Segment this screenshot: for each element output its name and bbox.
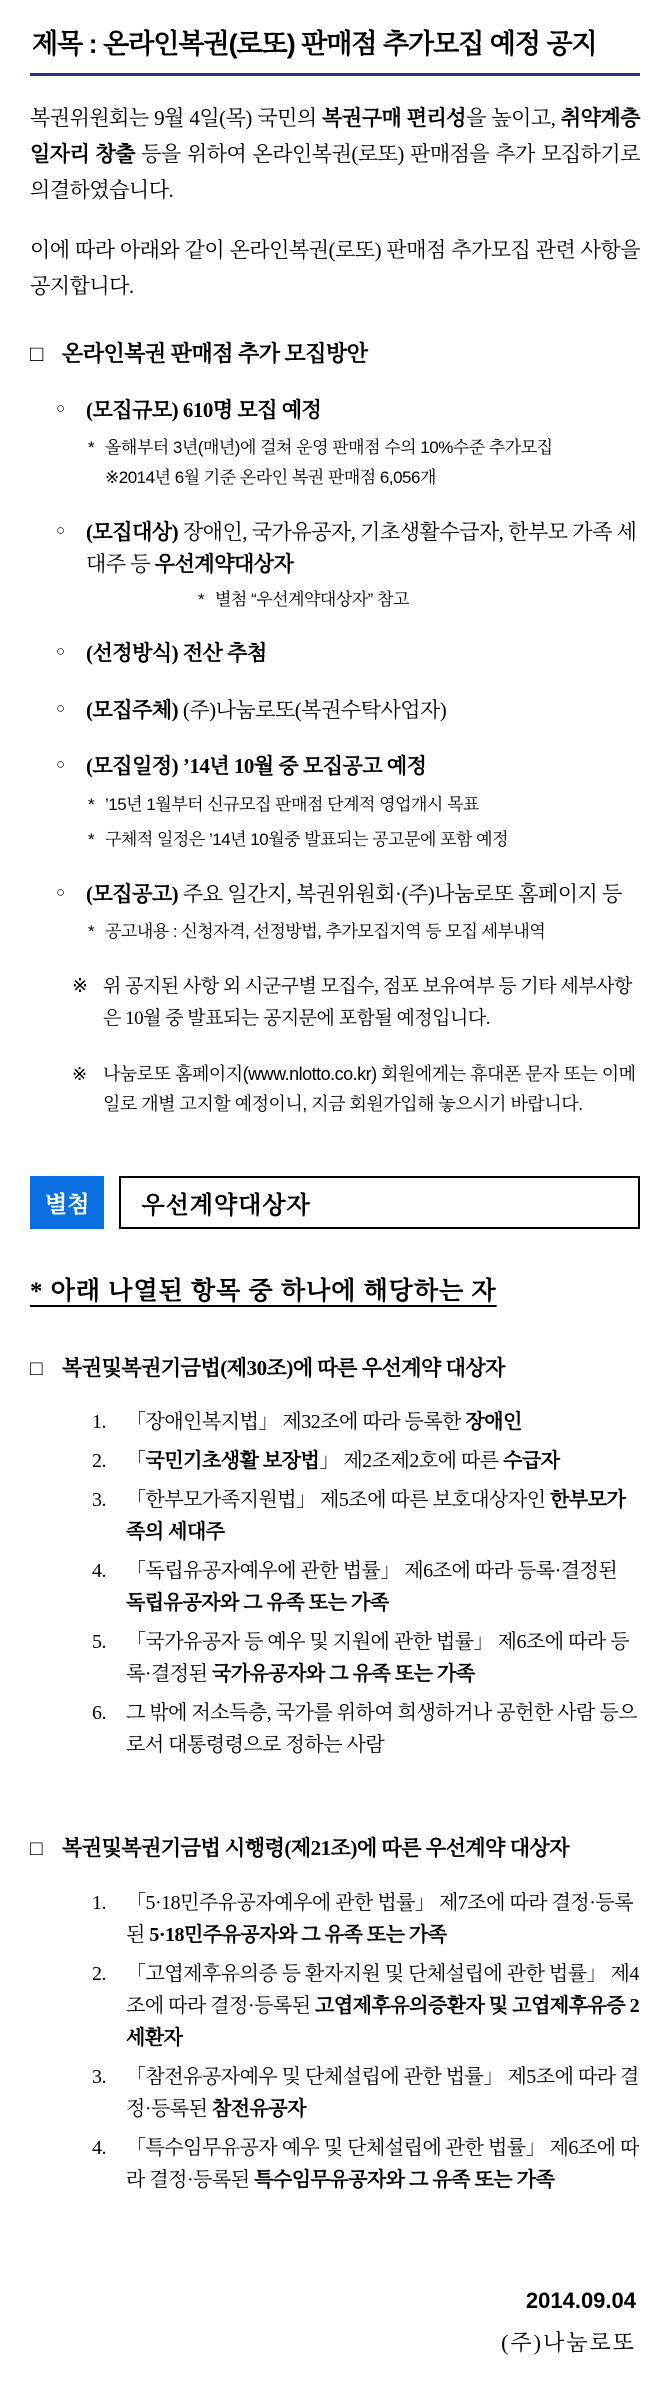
- text-segment: 복권구매 편리성: [322, 106, 467, 130]
- item-number: 2.: [92, 1962, 106, 1985]
- text-segment: 국가유공자와 그 유족 또는 가족: [211, 1663, 475, 1685]
- text-segment: 「국가유공자 등 예우 및 지원에 관한 법률」 제6조에 따라 등록·결정된: [126, 1631, 630, 1685]
- item-text: [126, 1406, 640, 1438]
- text-segment: 특수임무유공자와 그 유족 또는 가족: [254, 2168, 555, 2191]
- list-marker: *: [88, 794, 95, 814]
- text-segment: 「: [126, 1450, 146, 1472]
- section-header-recruit-plan: [30, 337, 640, 370]
- item-number: 1.: [92, 1891, 106, 1914]
- doc-date: 2014.09.04: [525, 2287, 636, 2313]
- list-marker: ○: [56, 757, 65, 774]
- page-title: 제목 : 온라인복권(로또) 판매점 추가모집 예정 공지: [30, 18, 640, 76]
- intro-paragraph: [30, 100, 640, 208]
- law-list-item: [30, 1697, 640, 1761]
- text-segment: 「특수임무유공자 예우 및 단체설립에 관한 법률」 제6조에 따라 결정·등록된: [126, 2136, 639, 2191]
- text-segment: 「참전유공자예우 및 단체설립에 관한 법률」 제5조에 따라 결정·등록된: [126, 2065, 639, 2120]
- law-list-item: [30, 1626, 640, 1690]
- list-marker: ○: [56, 644, 65, 661]
- row-text: [62, 337, 640, 370]
- text-segment: (주)나눔로또(복권수탁사업자): [182, 697, 447, 722]
- law-section-header: [30, 1353, 640, 1385]
- law-list-item: [30, 1406, 640, 1438]
- text-segment: 복권위원회는 9월 4일(목) 국민의: [30, 106, 323, 130]
- row-text: [105, 827, 640, 853]
- text-segment: 나눔로또 홈페이지(www.nlotto.co.kr) 회원에게는 휴대폰 문자 또는 이메일로 개별 고지할 예정이니, 지금 회원가입해 놓으시기 바랍니다.: [103, 1064, 636, 1114]
- item-text: [126, 2061, 640, 2125]
- text-segment: 취약계층 일자리 창출: [30, 106, 640, 167]
- text-segment: 수급자: [503, 1450, 560, 1472]
- law-list-item: [30, 1484, 640, 1548]
- row-text: [103, 971, 640, 1034]
- list-marker: ※: [72, 976, 88, 998]
- text-segment: (선정방식) 전산 추첨: [86, 641, 267, 666]
- list-marker: *: [88, 438, 95, 458]
- text-segment: 올해부터 3년(매년)에 걸쳐 운영 판매점 수의 10%수준 추가모집: [105, 438, 553, 458]
- text-segment: (모집대상): [86, 519, 183, 544]
- text-segment: 우선계약대상자: [154, 552, 294, 577]
- row-text: [86, 750, 640, 783]
- law-section-title: 복권및복권기금법 시행령(제21조)에 따른 우선계약 대상자: [62, 1836, 570, 1860]
- item-text: [126, 1958, 640, 2054]
- list-marker: □: [30, 1355, 43, 1380]
- note-membership: [30, 1060, 640, 1119]
- list-marker: *: [88, 830, 95, 850]
- law-list-item: [30, 1887, 640, 1951]
- attachment-header: [30, 1176, 640, 1229]
- row-text: [86, 516, 640, 581]
- text-segment: 장애인, 국가유공자, 기초생활수급자, 한부모 가족 세대주 등: [86, 519, 637, 577]
- text-segment: 그 밖에 저소득층, 국가를 위하여 희생하거나 공헌한 사람 등으로서 대통령령으로 정하는 사람: [126, 1702, 637, 1756]
- law-item-list: [30, 1887, 640, 2196]
- attachment-subtitle: * 아래 나열된 항목 중 하나에 해당하는 자: [30, 1277, 497, 1305]
- item-text: [126, 1626, 640, 1690]
- law-section: [30, 1833, 640, 2196]
- row-text: [105, 465, 640, 491]
- list-marker: *: [198, 589, 205, 609]
- item-number: 3.: [92, 2065, 106, 2088]
- item-number: 4.: [92, 2136, 106, 2159]
- text-segment: 공고내용 : 신청자격, 선정방법, 추가모집지역 등 모집 세부내역: [105, 922, 546, 942]
- note-attachment-ref: [30, 587, 640, 613]
- text-segment: 「한부모가족지원법」 제5조에 따른 보호대상자인: [126, 1489, 551, 1511]
- note-store-count: [30, 465, 640, 491]
- item-number: 1.: [92, 1411, 106, 1433]
- item-text: [126, 1484, 640, 1548]
- text-segment: 온라인복권 판매점 추가 모집방안: [62, 340, 368, 366]
- list-marker: ○: [56, 522, 65, 539]
- text-segment: (모집일정) ’14년 10월 중 모집공고 예정: [86, 754, 427, 779]
- row-text: [105, 919, 640, 945]
- text-segment: 한부모가족의 세대주: [126, 1489, 626, 1543]
- text-segment: ※2014년 6월 기준 온라인 복권 판매점 6,056개: [105, 468, 436, 488]
- text-segment: 「5·18민주유공자예우에 관한 법률」 제7조에 따라 결정·등록된: [126, 1891, 634, 1946]
- recruit-plan-section: [30, 337, 640, 1120]
- doc-footer: [30, 2288, 640, 2357]
- text-segment: 구체적 일정은 ’14년 10월중 발표되는 공고문에 포함 예정: [105, 830, 509, 850]
- text-segment: (모집공고): [86, 881, 183, 906]
- doc-org: (주)나눔로또: [501, 2329, 636, 2355]
- bullet-recruit-entity: [30, 694, 640, 727]
- text-segment: 고엽제후유의증환자 및 고엽제후유증 2세환자: [126, 1994, 640, 2049]
- text-segment: 위 공지된 사항 외 시군구별 모집수, 점포 보유여부 등 기타 세부사항은 10월 중 발표되는 공지문에 포함될 예정입니다.: [103, 976, 632, 1029]
- law-section-header: [30, 1833, 640, 1865]
- item-text: [126, 1555, 640, 1619]
- list-marker: ○: [56, 884, 65, 901]
- text-segment: 을 높이고,: [466, 106, 561, 130]
- attachment-title-box: 우선계약대상자: [119, 1176, 640, 1229]
- intro-paragraph: [30, 232, 640, 304]
- law-list-item: [30, 2061, 640, 2125]
- intro-section: [30, 100, 640, 305]
- item-number: 2.: [92, 1450, 106, 1472]
- law-section-title: 복권및복권기금법(제30조)에 따른 우선계약 대상자: [62, 1355, 505, 1380]
- row-text: [215, 587, 640, 613]
- law-list-item: [30, 1555, 640, 1619]
- text-segment: 장애인: [465, 1411, 522, 1433]
- text-segment: 「장애인복지법」 제32조에 따라 등록한: [126, 1411, 466, 1433]
- item-text: [126, 1697, 640, 1761]
- law-list-item: [30, 1445, 640, 1477]
- text-segment: (모집주체): [86, 697, 183, 722]
- note-additional-details: [30, 971, 640, 1034]
- list-marker: ※: [72, 1064, 87, 1085]
- text-segment: 이에 따라 아래와 같이 온라인복권(로또) 판매점 추가모집 관련 사항을 공지합니다.: [30, 238, 640, 299]
- item-text: [126, 2132, 640, 2196]
- list-marker: ○: [56, 700, 65, 717]
- bullet-recruit-announcement: [30, 878, 640, 911]
- list-marker: ○: [56, 400, 65, 417]
- text-segment: 주요 일간지, 복권위원회·(주)나눔로또 홈페이지 등: [182, 881, 622, 906]
- bullet-recruit-size: [30, 394, 640, 427]
- item-number: 4.: [92, 1560, 106, 1582]
- item-text: [126, 1887, 640, 1951]
- text-segment: 5·18민주유공자와 그 유족 또는 가족: [149, 1923, 447, 1946]
- text-segment: (모집규모) 610명 모집 예정: [86, 397, 322, 422]
- attachment-badge: 별첨: [30, 1176, 104, 1229]
- row-text: [86, 394, 640, 427]
- text-segment: 참전유공자: [211, 2097, 307, 2120]
- list-marker: *: [88, 922, 95, 942]
- item-number: 6.: [92, 1702, 106, 1724]
- item-number: 3.: [92, 1489, 106, 1511]
- note-recruit-size: [30, 435, 640, 461]
- text-segment: 「고엽제후유의증 등 환자지원 및 단체설립에 관한 법률」 제4조에 따라 결정·등록된: [126, 1962, 639, 2017]
- list-marker: □: [30, 1836, 43, 1860]
- text-segment: 국민기초생활 보장법: [145, 1450, 320, 1472]
- bullet-recruit-schedule: [30, 750, 640, 783]
- row-text: [86, 637, 640, 670]
- row-text: [103, 1060, 640, 1119]
- note-schedule-2: [30, 827, 640, 853]
- text-segment: 등을 위하여 온라인복권(로또) 판매점을 추가 모집하기로 의결하였습니다.: [30, 142, 640, 203]
- row-text: [105, 792, 640, 818]
- law-section: [30, 1353, 640, 1762]
- list-marker: □: [30, 340, 43, 366]
- item-text: [126, 1445, 640, 1477]
- item-number: 5.: [92, 1631, 106, 1653]
- law-list-item: [30, 2132, 640, 2196]
- law-item-list: [30, 1406, 640, 1761]
- bullet-recruit-target: [30, 516, 640, 581]
- row-text: [86, 694, 640, 727]
- bullet-selection-method: [30, 637, 640, 670]
- row-text: [105, 435, 640, 461]
- text-segment: 「독립유공자예우에 관한 법률」 제6조에 따라 등록·결정된: [126, 1560, 618, 1582]
- text-segment: 」 제2조제2호에 따른: [319, 1450, 504, 1472]
- text-segment: 별첨 “우선계약대상자” 참고: [215, 589, 409, 609]
- text-segment: ’15년 1월부터 신규모집 판매점 단계적 영업개시 목표: [105, 794, 479, 814]
- note-schedule-1: [30, 792, 640, 818]
- row-text: [86, 878, 640, 911]
- law-list-item: [30, 1958, 640, 2054]
- note-announcement-content: [30, 919, 640, 945]
- priority-contract-sections: [30, 1353, 640, 2196]
- text-segment: 독립유공자와 그 유족 또는 가족: [126, 1592, 389, 1614]
